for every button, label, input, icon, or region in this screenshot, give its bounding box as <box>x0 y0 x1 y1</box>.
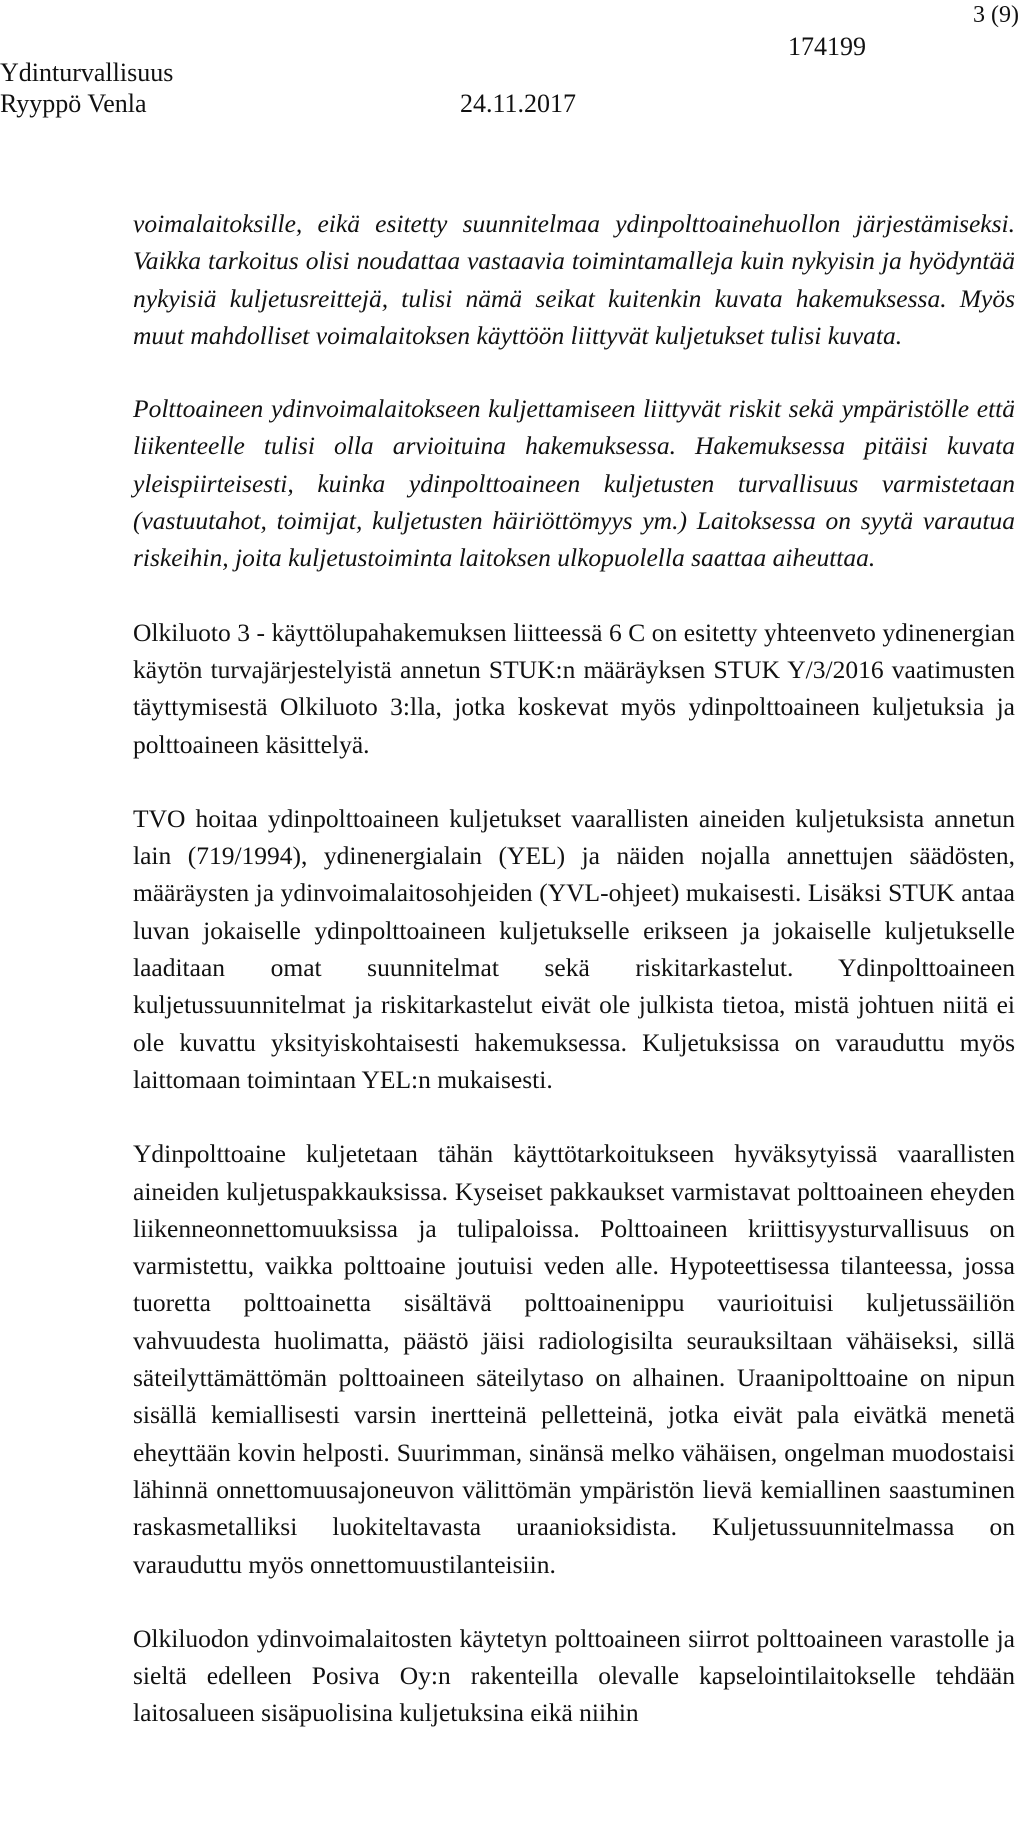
paragraph-5: Ydinpolttoaine kuljetetaan tähän käyttötarkoitukseen hyväksytyissä vaarallisten aineiden kuljetuspakkauksissa. Kyseiset pakkaukset varmistavat polttoaineen eheyden liikenneonnettomuuksissa ja tulipaloissa. Polttoaineen kriittisyysturvallisuus on varmistettu, vaikka polttoaine joutuisi veden alle. Hypoteettisessa tilanteessa, jossa tuoretta polttoainetta sisältävä polttoainenippu vaurioituisi kuljetussäiliön vahvuudesta huolimatta, päästö jäisi radiologisilta seurauksiltaan vähäiseksi, sillä säteilyttämättömän polttoaineen säteilytaso on alhainen. Uraanipolttoaine on nipun sisällä kemiallisesti varsin inertteinä pelletteinä, jotka eivät pala eivätkä menetä eheyttään kovin helposti. Suurimman, sinänsä melko vähäisen, ongelman muodostaisi lähinnä onnettomuusajoneuvon välittömän ympäristön lievä kemiallinen saastuminen raskasmetalliksi luokiteltavasta uraanioksidista. Kuljetussuunnitelmassa on varauduttu myös onnettomuustilanteisiin. <box>133 1139 1015 1579</box>
paragraph-6: Olkiluodon ydinvoimalaitosten käytetyn polttoaineen siirrot polttoaineen varastolle ja sieltä edelleen Posiva Oy:n rakenteilla olevalle kapselointilaitokselle tehdään laitosalueen sisäpuolisina kuljetuksina eikä niihin <box>133 1623 1015 1728</box>
paragraph-1: voimalaitoksille, eikä esitetty suunnitelmaa ydinpolttoainehuollon järjestämiseksi. Vaikka tarkoitus olisi noudattaa vastaavia toimintamalleja kuin nykyisin ja hyödyntää nykyisiä kuljetusreittejä, tulisi nämä seikat kuitenkin kuvata hakemuksessa. Myös muut mahdolliset voimalaitoksen käyttöön liittyvät kuljetukset tulisi kuvata. <box>133 209 1015 350</box>
header-date: 24.11.2017 <box>460 89 577 118</box>
header-person: Ryyppö Venla <box>0 89 147 118</box>
paragraph-3: Olkiluoto 3 - käyttölupahakemuksen liitteessä 6 C on esitetty yhteenveto ydinenergian käytön turvajärjestelyistä annetun STUK:n määräyksen STUK Y/3/2016 vaatimusten täyttymisestä Olkiluoto 3:lla, jotka koskevat myös ydinpolttoaineen kuljetuksia ja polttoaineen käsittelyä. <box>133 617 1015 759</box>
header-document-number: 174199 <box>788 32 866 61</box>
header-organization: Ydinturvallisuus <box>0 58 174 87</box>
paragraph-2: Polttoaineen ydinvoimalaitokseen kuljettamiseen liittyvät riskit sekä ympäristölle että liikenteelle tulisi olla arvioituina hakemuksessa. Hakemuksessa pitäisi kuvata yleispiirteisesti, kuinka ydinpolttoaineen kuljetusten turvallisuus varmistetaan (vastuutahot, toimijat, kuljetusten häiriöttömyys ym.) Laitoksessa on syytä varautua riskeihin, joita kuljetustoiminta laitoksen ulkopuolella saattaa aiheuttaa. <box>133 394 1015 573</box>
paragraph-4: TVO hoitaa ydinpolttoaineen kuljetukset vaarallisten aineiden kuljetuksista annetun lain (719/1994), ydinenergialain (YEL) ja näiden nojalla annettujen säädösten, määräysten ja ydinvoimalaitosohjeiden (YVL-ohjeet) mukaisesti. Lisäksi STUK antaa luvan jokaiselle ydinpolttoaineen kuljetukselle erikseen ja jokaiselle kuljetukselle laaditaan omat suunnitelmat sekä riskitarkastelut. Ydinpolttoaineen kuljetussuunnitelmat ja riskitarkastelut eivät ole julkista tietoa, mistä johtuen niitä ei ole kuvattu yksityiskohtaisesti hakemuksessa. Kuljetuksissa on varauduttu myös laittomaan toimintaan YEL:n mukaisesti. <box>133 803 1015 1094</box>
header-page-number: 3 (9) <box>973 2 1019 28</box>
document-body <box>133 205 1015 1732</box>
